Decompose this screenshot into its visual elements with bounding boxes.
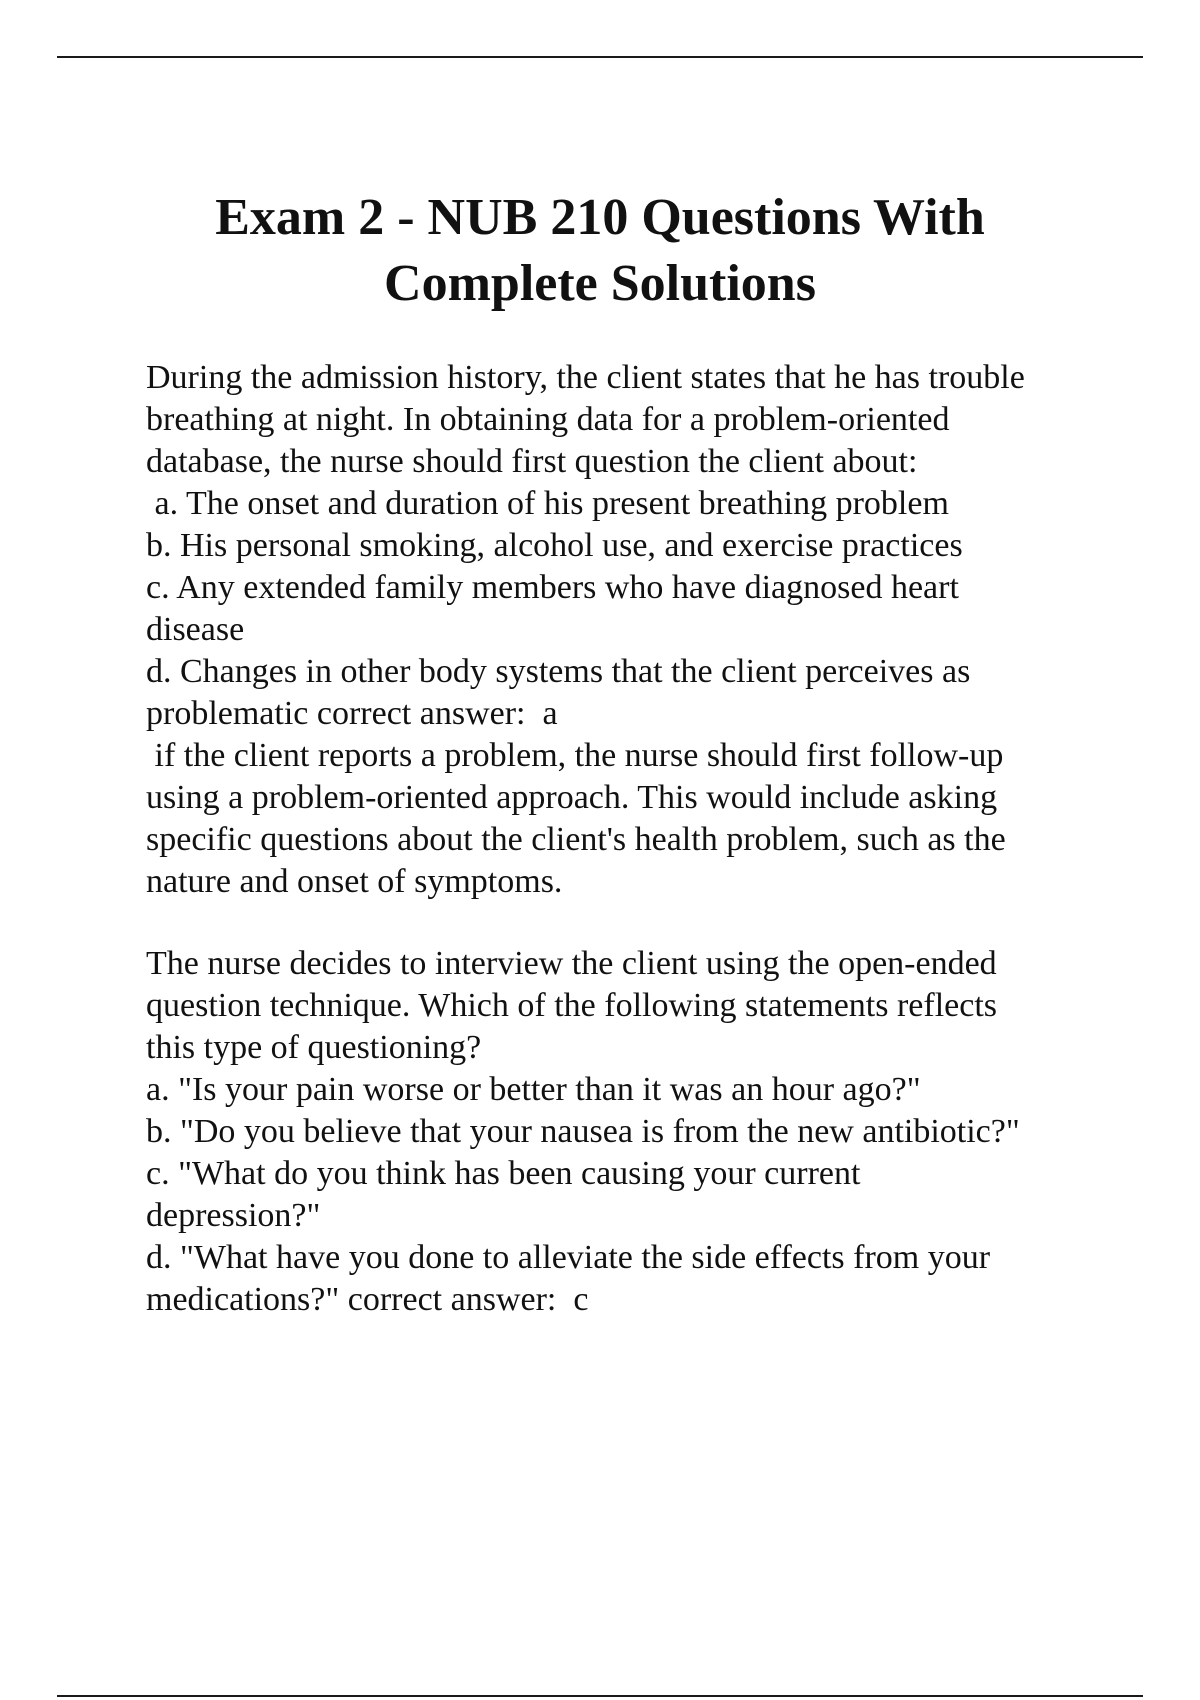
question-2-line: The nurse decides to interview the client using the open-ended <box>146 945 997 982</box>
question-2-option-d: d. "What have you done to alleviate the side effects from your <box>146 1239 991 1276</box>
question-1-rationale: if the client reports a problem, the nurse should first follow-up <box>146 737 1004 774</box>
title-line: Exam 2 - NUB 210 Questions With <box>215 189 985 246</box>
question-1-option-d: d. Changes in other body systems that the client perceives as <box>146 653 971 690</box>
bottom-divider <box>57 1695 1143 1697</box>
document-body <box>146 357 1106 1321</box>
top-divider <box>57 56 1143 58</box>
question-1-line: breathing at night. In obtaining data for a problem-oriented <box>146 401 950 438</box>
question-1-rationale: using a problem-oriented approach. This would include asking <box>146 779 998 816</box>
question-1-option-a: a. The onset and duration of his present breathing problem <box>146 485 949 522</box>
question-1-answer: problematic correct answer: a <box>146 695 558 732</box>
title-line: Complete Solutions <box>384 255 816 312</box>
question-1-line: database, the nurse should first question the client about: <box>146 443 918 480</box>
question-2-option-b: b. "Do you believe that your nausea is from the new antibiotic?" <box>146 1113 1020 1150</box>
question-1-rationale: nature and onset of symptoms. <box>146 863 563 900</box>
question-block-2 <box>146 943 1106 1321</box>
question-2-option-c-cont: depression?" <box>146 1197 321 1234</box>
paragraph-gap <box>146 903 1106 943</box>
question-1-option-c: c. Any extended family members who have diagnosed heart <box>146 569 959 606</box>
question-1-option-c-cont: disease <box>146 611 245 648</box>
question-2-option-a: a. "Is your pain worse or better than it was an hour ago?" <box>146 1071 921 1108</box>
question-block-1 <box>146 357 1106 903</box>
question-1-option-b: b. His personal smoking, alcohol use, and exercise practices <box>146 527 963 564</box>
question-2-option-c: c. "What do you think has been causing your current <box>146 1155 861 1192</box>
question-2-line: this type of questioning? <box>146 1029 482 1066</box>
document-title <box>100 185 1100 317</box>
question-1-line: During the admission history, the client states that he has trouble <box>146 359 1025 396</box>
question-2-line: question technique. Which of the following statements reflects <box>146 987 998 1024</box>
question-2-answer: medications?" correct answer: c <box>146 1281 589 1318</box>
question-1-rationale: specific questions about the client's health problem, such as the <box>146 821 1006 858</box>
